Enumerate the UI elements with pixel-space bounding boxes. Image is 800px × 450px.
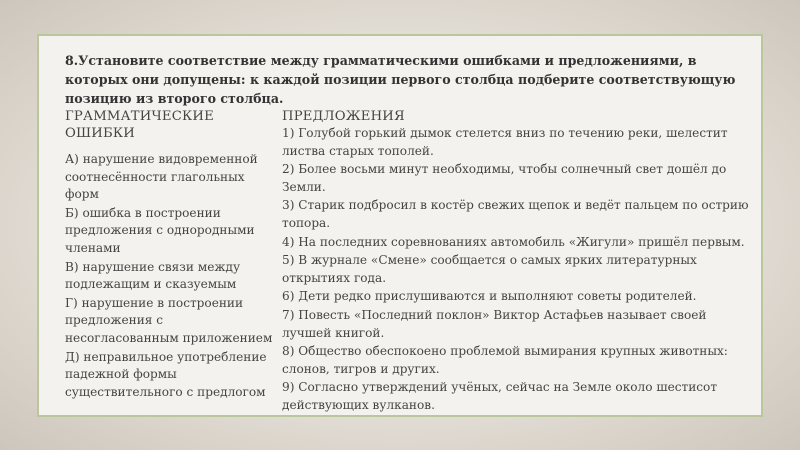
sentence-item-2: 2) Более восьми минут необходимы, чтобы солнечный свет дошёл до Земли. xyxy=(282,162,727,194)
error-item-d: Д) неправильное употребление падежной формы существительного с предлогом xyxy=(65,349,267,399)
task-title: 8.Установите соответствие между грамматическими ошибками и предложениями, в которых они допущены: к каждой позиции первого столбца подберите соответствующую позицию из второго столбца. xyxy=(65,53,736,106)
error-item-g: Г) нарушение в построении предложения с несогласованным приложением xyxy=(65,295,273,345)
error-item-a: А) нарушение видовременной соотнесённости глагольных форм xyxy=(65,152,258,202)
sentence-item-3: 3) Старик подбросил в костёр свежих щепок и ведёт пальцем по острию топора. xyxy=(282,198,749,230)
sentence-item-6: 6) Дети редко прислушиваются и выполняют советы родителей. xyxy=(282,289,697,304)
sentences-list xyxy=(282,125,752,416)
sentences-column-header: ПРЕДЛОЖЕНИЯ xyxy=(282,109,405,124)
errors-list xyxy=(65,151,280,402)
errors-column-header: ГРАММАТИЧЕСКИЕ ОШИБКИ xyxy=(65,109,214,141)
sentence-item-1: 1) Голубой горький дымок стелется вниз по течению реки, шелестит листва старых тополей. xyxy=(282,126,728,158)
slide-panel xyxy=(37,34,763,417)
sentence-item-5: 5) В журнале «Смене» сообщается о самых ярких литературных открытиях года. xyxy=(282,253,697,285)
sentence-item-9: 9) Согласно утверждений учёных, сейчас на Земле около шестисот действующих вулканов. xyxy=(282,380,718,412)
error-item-v: В) нарушение связи между подлежащим и сказуемым xyxy=(65,259,241,292)
sentence-item-4: 4) На последних соревнованиях автомобиль «Жигули» пришёл первым. xyxy=(282,234,745,249)
error-item-b: Б) ошибка в построении предложения с однородными членами xyxy=(65,205,255,255)
sentence-item-8: 8) Общество обеспокоено проблемой вымирания крупных животных: слонов, тигров и других. xyxy=(282,344,728,376)
sentence-item-7: 7) Повесть «Последний поклон» Виктор Астафьев называет своей лучшей книгой. xyxy=(282,307,707,340)
